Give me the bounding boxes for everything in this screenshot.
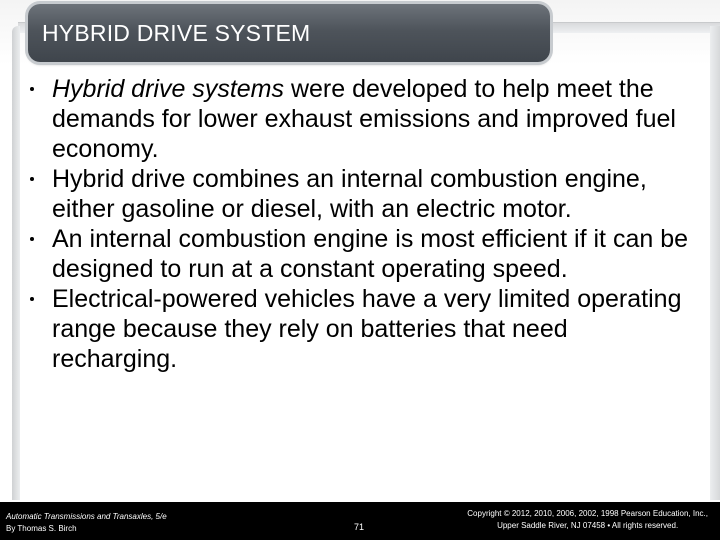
bullet-dot-icon: [30, 297, 34, 301]
bullet-item: [20, 74, 696, 164]
bullet-item: [20, 284, 696, 374]
bullet-item: [20, 224, 696, 284]
footer: [0, 502, 720, 540]
bullet-text: were developed to help meet the demands for lower exhaust emissions and improved fuel economy.: [52, 75, 676, 163]
bullet-text: Electrical-powered vehicles have a very limited operating range because they rely on batteries that need recharging.: [52, 285, 682, 373]
bullet-dot-icon: [30, 177, 34, 181]
footer-author: By Thomas S. Birch: [6, 524, 77, 533]
footer-copyright: [467, 508, 708, 532]
footer-book-info: [6, 511, 167, 535]
title-bar: [28, 4, 550, 62]
bullet-list: [20, 74, 696, 374]
bullet-dot-icon: [30, 237, 34, 241]
bullet-item: [20, 164, 696, 224]
bullet-italic-lead: Hybrid drive systems: [52, 75, 284, 103]
frame-left-border: [12, 26, 20, 500]
bullet-text: Hybrid drive combines an internal combustion engine, either gasoline or diesel, with an electric motor.: [52, 165, 647, 223]
footer-copyright-line1: Copyright © 2012, 2010, 2006, 2002, 1998 Pearson Education, Inc.,: [467, 509, 708, 518]
footer-page-number: 71: [354, 522, 365, 532]
bullet-dot-icon: [30, 87, 34, 91]
footer-book-title: Automatic Transmissions and Transaxles, 5/e: [6, 512, 167, 521]
slide-title: HYBRID DRIVE SYSTEM: [42, 20, 311, 46]
frame-right-border: [710, 26, 720, 500]
bullet-text: An internal combustion engine is most efficient if it can be designed to run at a constant operating speed.: [52, 225, 688, 283]
footer-copyright-line2: Upper Saddle River, NJ 07458 • All rights reserved.: [497, 521, 679, 530]
